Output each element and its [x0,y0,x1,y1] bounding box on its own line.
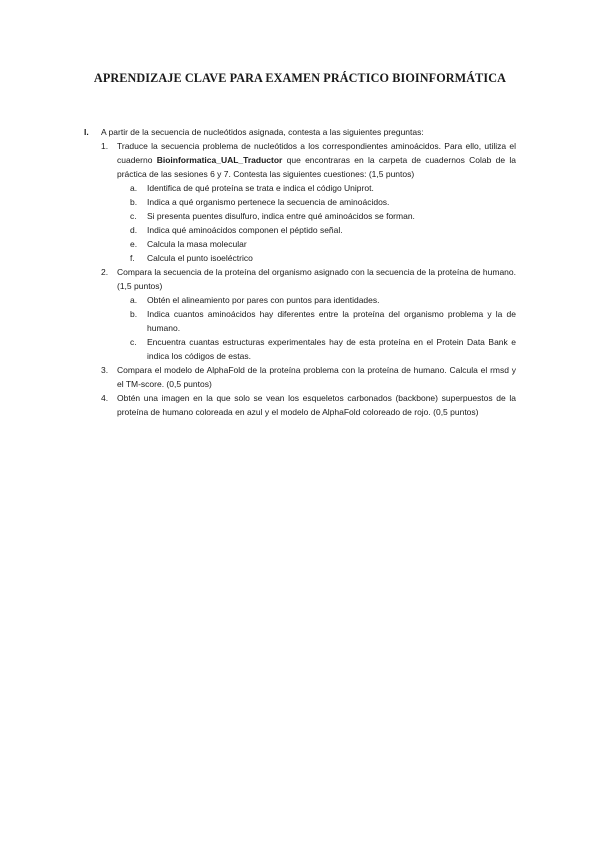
question-item-2 [101,265,516,363]
subquestion-item [130,307,516,335]
subquestion-item [130,181,516,195]
subquestion-item [130,209,516,223]
subquestion-item [130,223,516,237]
section-marker: I. [84,127,89,137]
question-text: Obtén una imagen en la que solo se vean los esqueletos carbonados (backbone) superpuestos de la proteína de humano coloreada en azul y el modelo de AlphaFold coloreado de rojo. (0,5 puntos) [117,393,516,417]
subquestion-text: Encuentra cuantas estructuras experimentales hay de esta proteína en el Protein Data Bank e indica los códigos de estas. [147,337,516,361]
subquestion-item [130,251,516,265]
subquestion-text: Calcula la masa molecular [147,239,247,249]
subquestion-list [117,293,516,363]
subquestion-letter: a. [130,183,138,193]
subquestion-letter: f. [130,253,135,263]
document-body [84,125,516,419]
subquestion-letter: b. [130,309,138,319]
subquestion-list [117,181,516,265]
question-text [117,139,516,181]
subquestion-text: Indica qué aminoácidos componen el péptido señal. [147,225,343,235]
subquestion-text: Indica a qué organismo pertenece la secuencia de aminoácidos. [147,197,390,207]
question-text-end: que encontraras en la carpeta de cuadernos Colab de la práctica de las sesiones 6 y 7. Contesta las siguientes cuestiones: (1,5 puntos) [117,155,516,179]
question-number: 4. [101,393,109,403]
question-text-start: Traduce la secuencia problema de nucleótidos a los correspondientes aminoácidos. Para ello, utiliza el cuaderno [117,141,516,165]
question-text: Compara la secuencia de la proteína del organismo asignado con la secuencia de la proteína de humano. (1,5 puntos) [117,267,516,291]
question-text: Compara el modelo de AlphaFold de la proteína problema con la proteína de humano. Calcula el rmsd y el TM-score. (0,5 puntos) [117,365,516,389]
subquestion-letter: e. [130,239,138,249]
question-number: 2. [101,267,109,277]
subquestion-text: Si presenta puentes disulfuro, indica entre qué aminoácidos se forman. [147,211,415,221]
subquestion-letter: d. [130,225,138,235]
subquestion-letter: a. [130,295,138,305]
subquestion-letter: c. [130,211,137,221]
subquestion-letter: c. [130,337,137,347]
question-item-3 [101,363,516,391]
document-title: APRENDIZAJE CLAVE PARA EXAMEN PRÁCTICO BIOINFORMÁTICA [93,71,507,85]
question-item-4 [101,391,516,419]
subquestion-text: Obtén el alineamiento por pares con puntos para identidades. [147,295,380,305]
question-item-1 [101,139,516,265]
subquestion-item [130,293,516,307]
subquestion-item [130,237,516,251]
subquestion-text: Indica cuantos aminoácidos hay diferentes entre la proteína del organismo problema y la de humano. [147,309,516,333]
question-number: 1. [101,141,109,151]
section-i [84,125,516,419]
notebook-name: Bioinformatica_UAL_Traductor [156,155,283,165]
subquestion-item [130,335,516,363]
subquestion-text: Identifica de qué proteína se trata e indica el código Uniprot. [147,183,374,193]
subquestion-text: Calcula el punto isoeléctrico [147,253,253,263]
subquestion-letter: b. [130,197,138,207]
question-number: 3. [101,365,109,375]
subquestion-item [130,195,516,209]
section-intro: A partir de la secuencia de nucleótidos asignada, contesta a las siguientes preguntas: [101,127,424,137]
